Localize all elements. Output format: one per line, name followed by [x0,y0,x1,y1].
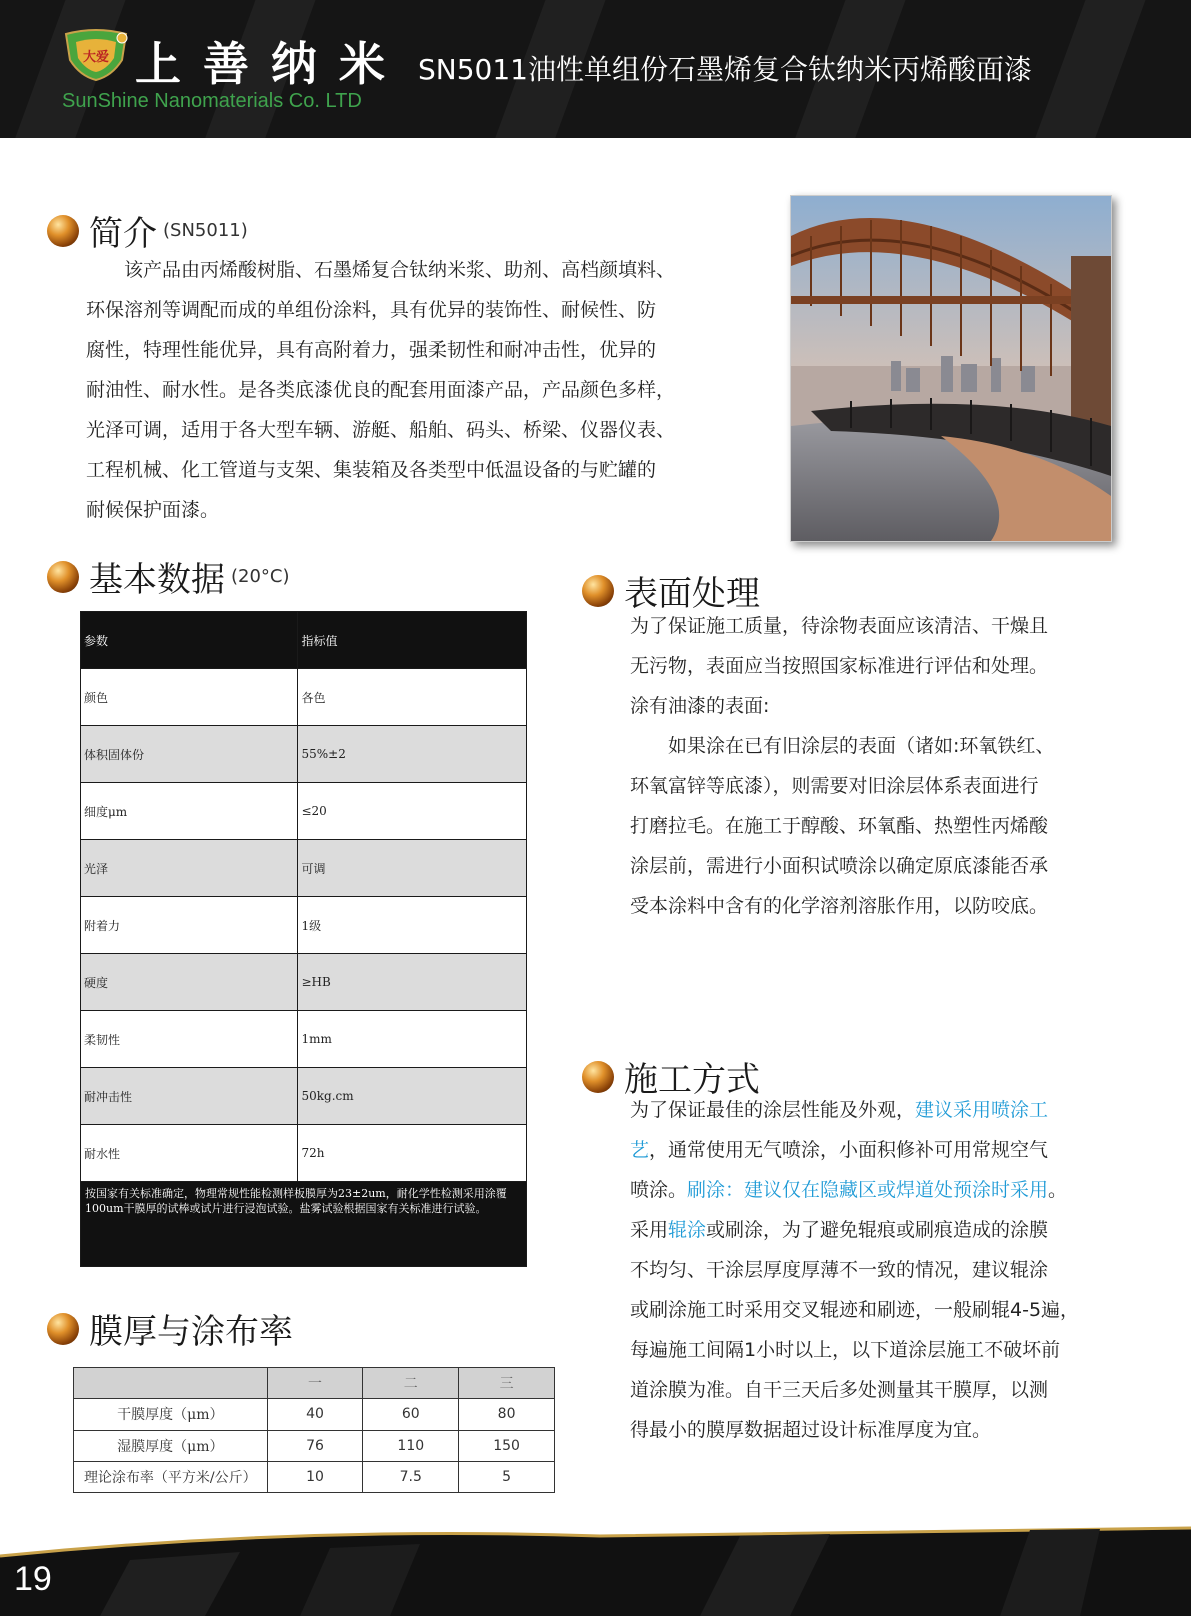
table-row [81,1068,527,1125]
table-cell: 5 [459,1461,555,1492]
param-cell: 耐冲击性 [81,1068,298,1125]
table-cell: 60 [363,1399,459,1430]
method-line: 不均匀、干涂层厚度厚薄不一致的情况，建议辊涂 [630,1259,1049,1281]
surface-line: 环氧富锌等底漆），则需要对旧涂层体系表面进行 [630,775,1039,797]
intro-line: 该产品由丙烯酸树脂、石墨烯复合钛纳米浆、助剂、高档颜填料、 [124,259,676,281]
highlight-roller: 辊涂 [668,1219,707,1241]
table-row [74,1399,555,1430]
film-heading [47,1304,293,1353]
bullet-ball-icon [47,561,79,593]
param-cell: 硬度 [81,954,298,1011]
value-cell: 55%±2 [298,726,527,783]
bullet-ball-icon [582,1061,614,1093]
surface-title: 表面处理 [624,574,760,614]
intro-paragraph [86,250,776,530]
film-thickness-table [73,1367,555,1493]
table-footnote-row [81,1182,527,1267]
bridge-photo [790,195,1112,542]
highlight-spray: 艺 [630,1139,650,1161]
surface-line: 为了保证施工质量，待涂物表面应该清洁、干燥且 [630,615,1049,637]
value-cell: ≤20 [298,783,527,840]
header-cell [74,1368,268,1399]
method-title: 施工方式 [624,1060,760,1100]
surface-line: 受本涂料中含有的化学溶剂溶胀作用，以防咬底。 [630,895,1049,917]
surface-line: 打磨拉毛。在施工于醇酸、环氧酯、热塑性丙烯酸 [630,815,1049,837]
page-header [0,0,1191,138]
logo-chinese-name: 上善纳米 [135,37,407,91]
surface-line: 涂层前，需进行小面积试喷涂以确定原底漆能否承 [630,855,1049,877]
intro-line: 耐候保护面漆。 [86,499,220,521]
value-cell: 可调 [298,840,527,897]
company-logo-icon [62,28,130,82]
intro-line: 光泽可调，适用于各大型车辆、游艇、船舶、码头、桥梁、仪器仪表、 [86,419,676,441]
table-cell: 76 [267,1430,363,1461]
method-line: 为了保证最佳的涂层性能及外观，建议采用喷涂工 [630,1099,1049,1121]
table-row [81,840,527,897]
row-label: 湿膜厚度（μm） [74,1430,268,1461]
surface-paragraph [630,606,1130,926]
method-line: 或刷涂施工时采用交叉辊迹和刷迹，一般刷辊4-5遍， [630,1299,1080,1321]
table-row [81,1011,527,1068]
table-cell: 150 [459,1430,555,1461]
intro-line: 耐油性、耐水性。是各类底漆优良的配套用面漆产品，产品颜色多样， [86,379,676,401]
value-cell: 1级 [298,897,527,954]
param-cell: 光泽 [81,840,298,897]
bullet-ball-icon [582,575,614,607]
surface-line: 如果涂在已有旧涂层的表面（诸如:环氧铁红、 [668,735,1055,757]
table-cell: 10 [267,1461,363,1492]
row-label: 干膜厚度（μm） [74,1399,268,1430]
table-row [81,954,527,1011]
bridge-image [791,196,1111,541]
param-cell: 细度μm [81,783,298,840]
logo-english-name: SunShine Nanomaterials Co. LTD [62,90,362,112]
value-cell: 72h [298,1125,527,1182]
method-paragraph [630,1090,1130,1450]
intro-line: 环保溶剂等调配而成的单组份涂料，具有优异的装饰性、耐候性、防 [86,299,657,321]
page-footer [0,1516,1191,1616]
highlight-brush: 刷涂：建议仅在隐藏区或焊道处预涂时采用 [687,1179,1049,1201]
method-line: 道涂膜为准。自干三天后多处测量其干膜厚，以测 [630,1379,1049,1401]
table-row [81,897,527,954]
bullet-ball-icon [47,1313,79,1345]
header-cell: 二 [363,1368,459,1399]
method-line: 采用辊涂或刷涂，为了避免辊痕或刷痕造成的涂膜 [630,1219,1049,1241]
table-header-row [74,1368,555,1399]
header-cell: 参数 [81,612,298,669]
param-cell: 体积固体份 [81,726,298,783]
table-row [81,783,527,840]
table-cell: 80 [459,1399,555,1430]
method-line: 每遍施工间隔1小时以上，以下道涂层施工不破坏前 [630,1339,1061,1361]
basic-data-subtitle: (20°C) [231,566,290,587]
value-cell: 50kg.cm [298,1068,527,1125]
table-cell: 40 [267,1399,363,1430]
basic-data-title: 基本数据 [89,560,225,600]
surface-line: 涂有油漆的表面: [630,695,770,717]
table-cell: 7.5 [363,1461,459,1492]
film-title: 膜厚与涂布率 [89,1312,293,1352]
intro-title: 简介 [89,214,157,254]
table-row [81,1125,527,1182]
product-title: SN5011油性单组份石墨烯复合钛纳米丙烯酸面漆 [418,53,1032,86]
row-label: 理论涂布率（平方米/公斤） [74,1461,268,1492]
intro-heading [47,206,248,255]
intro-subtitle: (SN5011) [163,220,248,241]
header-cell: 指标值 [298,612,527,669]
highlight-spray: 建议采用喷涂工 [915,1099,1049,1121]
method-line: 喷涂。刷涂：建议仅在隐藏区或焊道处预涂时采用。 [630,1179,1068,1201]
param-cell: 耐水性 [81,1125,298,1182]
table-row [74,1461,555,1492]
param-cell: 附着力 [81,897,298,954]
param-cell: 柔韧性 [81,1011,298,1068]
param-cell: 颜色 [81,669,298,726]
method-line: 艺，通常使用无气喷涂，小面积修补可用常规空气 [630,1139,1049,1161]
header-cell: 一 [267,1368,363,1399]
value-cell: ≥HB [298,954,527,1011]
table-row [81,726,527,783]
surface-line: 无污物，表面应当按照国家标准进行评估和处理。 [630,655,1049,677]
header-cell: 三 [459,1368,555,1399]
basic-data-table [80,611,527,1267]
svg-text:大爱: 大爱 [82,50,110,65]
value-cell: 1mm [298,1011,527,1068]
method-line: 得最小的膜厚数据超过设计标准厚度为宜。 [630,1419,992,1441]
intro-line: 工程机械、化工管道与支架、集装箱及各类型中低温设备的与贮罐的 [86,459,657,481]
page-number: 19 [14,1560,52,1598]
table-header-row [81,612,527,669]
bullet-ball-icon [47,215,79,247]
table-cell: 110 [363,1430,459,1461]
table-footnote: 按国家有关标准确定，物理常规性能检测样板膜厚为23±2um，耐化学性检测采用涂覆100um干膜厚的试棒或试片进行浸泡试验。盐雾试验根据国家有关标准进行试验。 [81,1182,527,1267]
table-row [74,1430,555,1461]
basic-data-heading [47,552,290,601]
value-cell: 各色 [298,669,527,726]
intro-line: 腐性，特理性能优异，具有高附着力，强柔韧性和耐冲击性，优异的 [86,339,657,361]
table-row [81,669,527,726]
